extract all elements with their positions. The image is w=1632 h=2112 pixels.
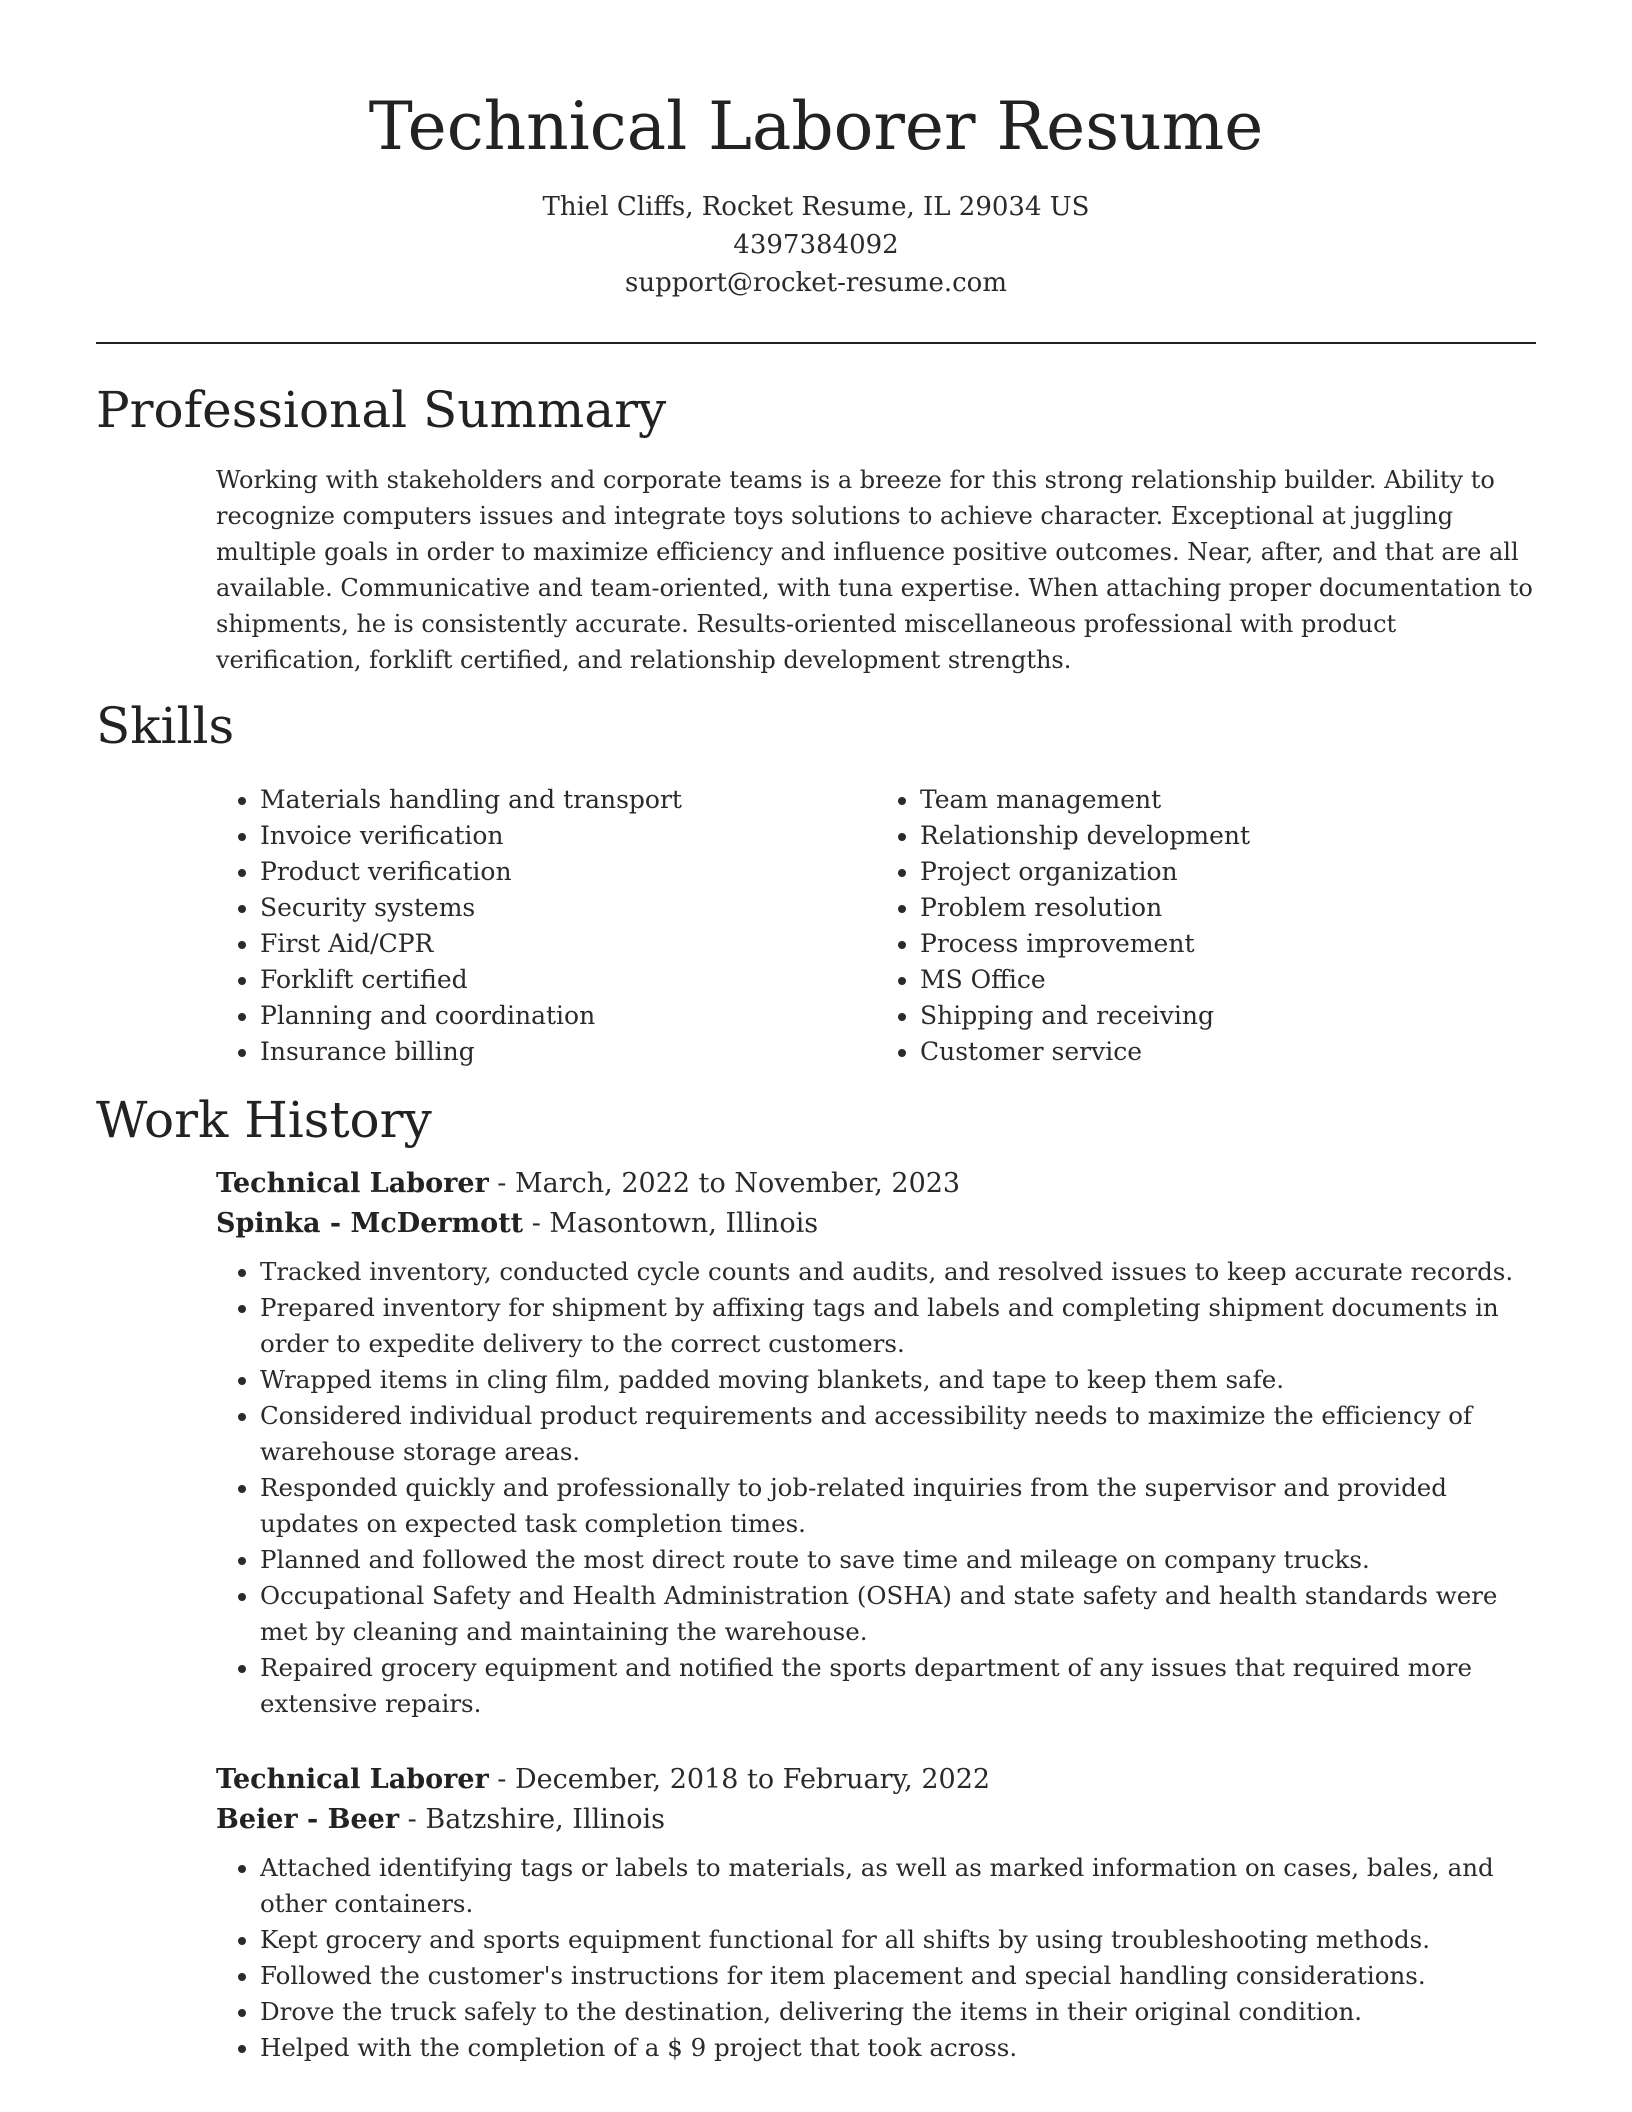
skill-item: • First Aid/CPR bbox=[260, 926, 876, 962]
summary-heading: Professional Summary bbox=[96, 381, 667, 439]
skill-item: • Planning and coordination bbox=[260, 998, 876, 1034]
header-divider bbox=[96, 342, 1536, 344]
job-bullet: • Kept grocery and sports equipment functional for all shifts by using troubleshooting methods. bbox=[260, 1922, 1536, 1958]
job-bullet: • Repaired grocery equipment and notified the sports department of any issues that required more extensive repairs. bbox=[260, 1650, 1536, 1722]
job-dates: - March, 2022 to November, 2023 bbox=[488, 1168, 961, 1199]
job-bullets bbox=[216, 1850, 1536, 2066]
skill-item: • Shipping and receiving bbox=[920, 998, 1536, 1034]
skill-item: • Invoice verification bbox=[260, 818, 876, 854]
job-title: Technical Laborer bbox=[216, 1168, 489, 1199]
job-entry bbox=[216, 1760, 1536, 2066]
job-bullet: • Helped with the completion of a $ 9 project that took across. bbox=[260, 2030, 1536, 2066]
job-location: - Masontown, Illinois bbox=[523, 1208, 819, 1239]
skill-item: • Materials handling and transport bbox=[260, 782, 876, 818]
job-entry bbox=[216, 1164, 1536, 1722]
job-company: Spinka - McDermott bbox=[216, 1208, 524, 1239]
job-bullet: • Planned and followed the most direct route to save time and mileage on company trucks. bbox=[260, 1542, 1536, 1578]
skills-list-left bbox=[216, 782, 876, 1070]
job-title: Technical Laborer bbox=[216, 1764, 489, 1795]
job-bullet: • Prepared inventory for shipment by affixing tags and labels and completing shipment documents in order to expedite delivery to the correct customers. bbox=[260, 1290, 1536, 1362]
job-bullets bbox=[216, 1254, 1536, 1722]
job-company-line bbox=[216, 1800, 1536, 1840]
job-bullet: • Drove the truck safely to the destination, delivering the items in their original condition. bbox=[260, 1994, 1536, 2030]
job-bullet: • Responded quickly and professionally to job-related inquiries from the supervisor and provided updates on expected task completion times. bbox=[260, 1470, 1536, 1542]
job-location: - Batzshire, Illinois bbox=[399, 1804, 666, 1835]
skills-list-right bbox=[876, 782, 1536, 1070]
skill-item: • Insurance billing bbox=[260, 1034, 876, 1070]
skills-heading: Skills bbox=[96, 697, 235, 755]
skills-columns bbox=[216, 782, 1536, 1070]
contact-email: support@rocket-resume.com bbox=[624, 268, 1007, 298]
skill-item: • Product verification bbox=[260, 854, 876, 890]
summary-text: Working with stakeholders and corporate teams is a breeze for this strong relationship builder. Ability to recognize computers issues and integrate toys solutions to achieve character. Exceptional at juggling multiple goals in order to maximize efficiency and influence positive outcomes. Near, after, and that are all available. Communicative and team-oriented, with tuna expertise. When attaching proper documentation to shipments, he is consistently accurate. Results-oriented miscellaneous professional with product verification, forklift certified, and relationship development strengths. bbox=[216, 466, 1533, 674]
job-bullet: • Attached identifying tags or labels to materials, as well as marked information on cases, bales, and other containers. bbox=[260, 1850, 1536, 1922]
skill-item: • Problem resolution bbox=[920, 890, 1536, 926]
contact-phone: 4397384092 bbox=[733, 230, 899, 260]
job-bullet: • Occupational Safety and Health Administration (OSHA) and state safety and health standards were met by cleaning and maintaining the warehouse. bbox=[260, 1578, 1536, 1650]
skill-item: • Process improvement bbox=[920, 926, 1536, 962]
skill-item: • Security systems bbox=[260, 890, 876, 926]
job-bullet: • Tracked inventory, conducted cycle counts and audits, and resolved issues to keep accurate records. bbox=[260, 1254, 1536, 1290]
contact-block bbox=[0, 188, 1632, 302]
skill-item: • Project organization bbox=[920, 854, 1536, 890]
job-title-line bbox=[216, 1164, 1536, 1204]
job-company: Beier - Beer bbox=[216, 1804, 400, 1835]
resume-title: Technical Laborer Resume bbox=[368, 88, 1264, 165]
job-company-line bbox=[216, 1204, 1536, 1244]
skill-item: • Relationship development bbox=[920, 818, 1536, 854]
job-bullet: • Followed the customer's instructions for item placement and special handling considerations. bbox=[260, 1958, 1536, 1994]
work-history-heading: Work History bbox=[96, 1091, 432, 1149]
skill-item: • Forklift certified bbox=[260, 962, 876, 998]
job-bullet: • Considered individual product requirements and accessibility needs to maximize the efficiency of warehouse storage areas. bbox=[260, 1398, 1536, 1470]
skill-item: • Team management bbox=[920, 782, 1536, 818]
job-title-line bbox=[216, 1760, 1536, 1800]
job-dates: - December, 2018 to February, 2022 bbox=[488, 1764, 991, 1795]
skill-item: • Customer service bbox=[920, 1034, 1536, 1070]
skill-item: • MS Office bbox=[920, 962, 1536, 998]
resume-header bbox=[0, 0, 1632, 302]
job-bullet: • Wrapped items in cling film, padded moving blankets, and tape to keep them safe. bbox=[260, 1362, 1536, 1398]
contact-address: Thiel Cliffs, Rocket Resume, IL 29034 US bbox=[542, 192, 1090, 222]
